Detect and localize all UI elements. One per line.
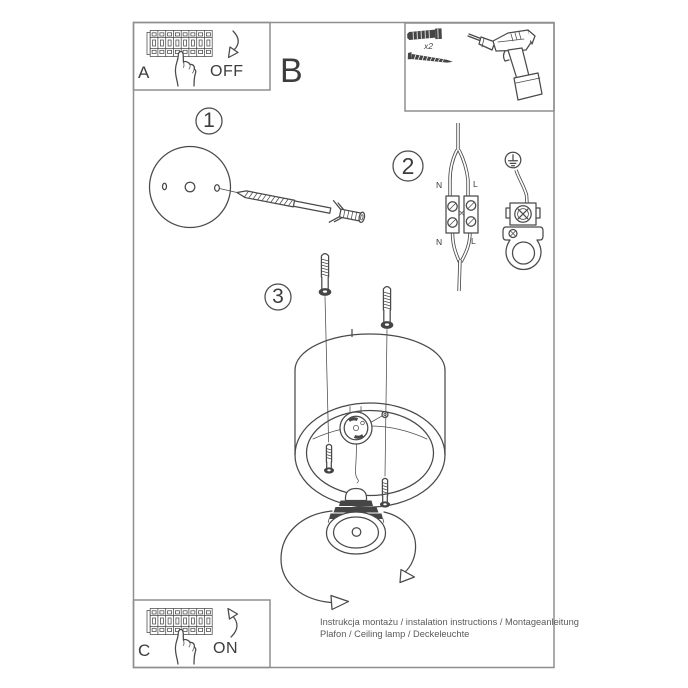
bulb-socket-icon: [340, 407, 388, 484]
terminal-n-bottom-label: N: [436, 237, 443, 247]
earth-wire: [516, 170, 527, 203]
step3-screw-left-icon: [319, 254, 332, 296]
box-a-label: A: [138, 63, 150, 82]
step1-wall-plug-icon: [329, 201, 366, 229]
on-label: ON: [213, 640, 238, 657]
screw-icon: [407, 52, 453, 65]
mounting-bracket-icon: [503, 227, 543, 270]
rotation-arrow-right-icon: [384, 512, 416, 583]
off-label: OFF: [210, 63, 244, 80]
terminal-block-icon: [446, 196, 478, 233]
arrow-down-icon: [229, 31, 239, 58]
step2-number: 2: [401, 152, 415, 179]
box-c-label: C: [138, 641, 151, 660]
interior-screw-left-icon: [324, 444, 334, 473]
step3-number: 3: [272, 285, 284, 308]
lamp-body-icon: [295, 330, 445, 508]
terminal-n-top-label: N: [436, 180, 443, 190]
step1-screw-icon: [236, 189, 331, 214]
terminal-l-top-label: L: [473, 179, 478, 189]
spotlight-bulb-icon: [327, 489, 386, 555]
earth-terminal-icon: [506, 203, 540, 225]
guide-lines: [325, 297, 387, 477]
footer-product-line: Plafon / Ceiling lamp / Deckeleuchte: [320, 629, 470, 639]
wall-plug-icon: [407, 28, 442, 40]
arrow-up-icon: [228, 609, 238, 638]
earth-symbol-icon: [505, 152, 521, 168]
anchor-quantity-label: x2: [424, 41, 433, 51]
terminal-l-bottom-label: L: [471, 236, 476, 246]
drill-icon: [468, 30, 542, 100]
step3-screw-right-icon: [381, 287, 394, 329]
interior-screw-right-icon: [380, 478, 390, 507]
step1-number: 1: [203, 109, 215, 132]
footer-title-line: Instrukcja montażu / instalation instructions / Montageanleitung: [320, 617, 579, 627]
section-letter-b: B: [280, 52, 303, 90]
ceiling-plate-icon: [150, 147, 231, 228]
